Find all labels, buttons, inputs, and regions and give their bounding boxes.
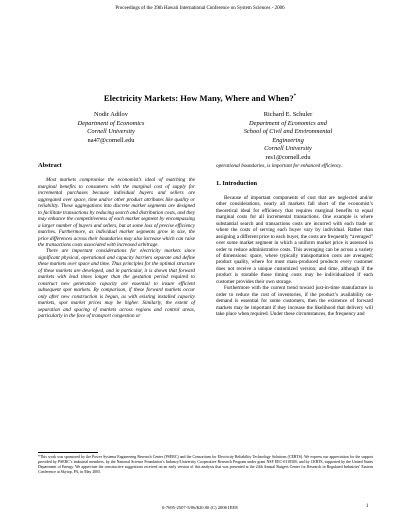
footnote: *This work was sponsored by the Power Systems Engineering Research Center (PSERC) and the Consortium for Electricity Reliability Technology Solutions (CERTS). We express our appreciation for the support provided by PSERC’s industrial members, by the National Science Foundation’s Industry/University Cooperative Research Program under grant NSF EEC-0118300, and by CERTS, supported by the United States Department of Energy. We appreciate the constructive suggestions received on an early version of this analysis that was presented at the 24th Annual Rutgers Center for Research in Regulated Industries’ Eastern Conference at Skytop, PA, in May 2005.: [38, 455, 373, 474]
page-footer: 0-7695-2507-5/06/$20.00 (C) 2006 IEEE: [161, 505, 239, 510]
abstract-paragraph: There are important considerations for electricity markets since significant physical, operational and capacity barriers separate and define these markets over space and time. Thus principles for the optimal structure of these markets are developed, and in particular, it is shown that forward markets with lead times longer than the gestation period required to construct new generation capacity are essential to insure efficient subsequent spot markets. By comparison, if these forward markets occur only after new construction is begun, as with existing installed capacity markets, spot market prices may be higher. Similarly, the extent of separation and spacing of markets across regions and control areas, particularly in the face of transport congestion or: [38, 248, 195, 319]
page-number: 1: [366, 504, 369, 509]
introduction-paragraph: Furthermore with the current trend toward just-in-time manufacture in order to reduce the cost of inventories, if the product’s availability on-demand is essential for some customers, then the existence of forward markets may be important if they increase the likelihood that delivery will take place when required. Under these circumstances, the frequency and: [216, 285, 373, 318]
abstract-heading: Abstract: [38, 162, 62, 169]
author-affiliation: Cornell University: [264, 145, 312, 153]
left-column: [38, 163, 195, 319]
author-email: res1@cornell.edu: [265, 153, 311, 161]
footnote-rule: [38, 452, 98, 453]
author-affiliation: Engineering: [272, 136, 304, 144]
title-footnote-mark: *: [293, 94, 297, 100]
abstract-continuation: operational boundaries, is important for enhanced efficiency.: [216, 163, 343, 169]
author-affiliation: Cornell University: [87, 128, 135, 136]
author-block-2: [213, 111, 363, 163]
running-header: Proceedings of the 39th Hawaii International Conference on System Sciences - 2006: [115, 6, 285, 11]
author-affiliation: School of Civil and Environmental: [243, 128, 333, 136]
right-column: [216, 163, 373, 318]
title-text: Electricity Markets: How Many, Where and When?: [103, 93, 294, 103]
introduction-heading: 1. Introduction: [216, 180, 258, 188]
author-department: Department of Economics and: [249, 119, 327, 127]
author-block-1: [36, 111, 186, 145]
paper-title: [0, 93, 400, 103]
introduction-paragraph: Because of important components of cost that are neglected and/or other considerations, nearly all markets fall short of the economist’s theoretical ideal for efficiency that requires marginal benefits to equal marginal costs for all incremental transactions. One example is where substantial search and transactions costs are incurred with each trade or where the costs of serving each buyer vary by individual. Rather than assigning a different price to each buyer, the costs are frequently “averaged” over some market segment in which a uniform market price is assessed in order to reduce administrative costs. This averaging can be across a variety of dimensions: space, where typically transportation costs are averaged; product quality, where for most mass-produced products every customer does not receive a unique customized version; and time, although if the product is storable those timing costs may be individualized if each customer provides their own storage.: [216, 194, 373, 285]
author-name: Nodir Adilov: [94, 111, 128, 118]
author-email: na47@cornell.edu: [87, 136, 135, 144]
author-name: Richard E. Schuler: [263, 111, 313, 118]
abstract-paragraph: Most markets compromise the economist’s ideal of matching the marginal benefits to consumers with the marginal cost of supply for incremental purchases because individual buyers and sellers are aggregated over space, time and/or other product attributes like quality or reliability. These aggregations into discrete market segments are designed to facilitate transactions by reducing search and distribution costs, and they may enhance the competitiveness of each market segment by encompassing a larger number of buyers and sellers, but at some loss of precise efficiency matches. Furthermore, as individual market segments grow in size, the price differences across their boundaries may also increase which can raise the transactions costs associated with increased arbitrage.: [38, 177, 195, 248]
author-department: Department of Economics: [77, 119, 145, 127]
